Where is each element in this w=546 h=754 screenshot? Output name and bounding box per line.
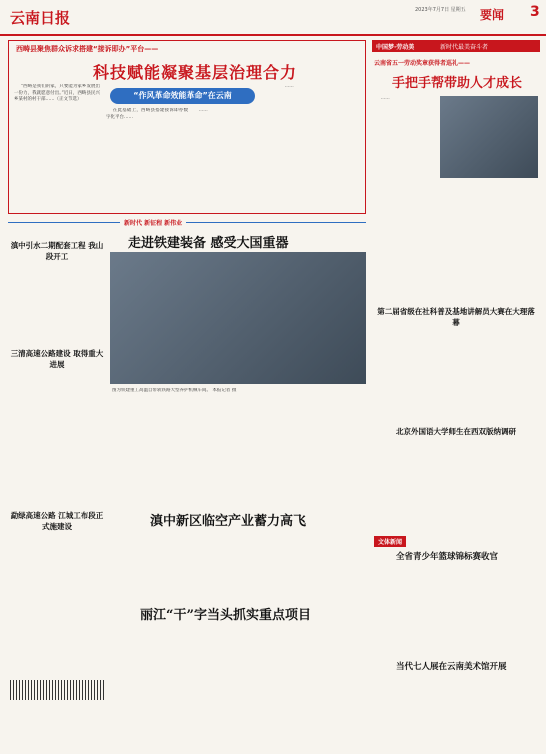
left-story1-headline: 滇中引水二期配套工程 我山段开工 [10,241,104,261]
culture-tag: 文体新闻 [374,536,406,547]
top-story-title: 科技赋能凝聚基层治理合力 [92,63,297,82]
right-story1-headline: 第二届省级在社科普及基地讲解员大赛在大理落幕 [377,307,535,327]
feature-body [374,200,538,296]
left-story2-headline: 三清高速公路建设 取得重大进展 [10,349,104,369]
right-story2-headline: 北京外国语大学师生在西双版纳调研 [396,427,516,436]
top-story-col3: …… [198,108,208,113]
feature-series2: 新时代最美奋斗者 [440,44,489,51]
center-story1-body [110,530,366,602]
barcode [10,680,104,700]
newspaper-logo: 云南日报 [10,9,71,27]
left-story3-headline: 勐绿高速公路 江城工布段正式施建设 [10,511,104,531]
top-story-kicker: 西畴县聚焦群众诉求搭建“接诉即办”平台—— [16,45,159,53]
mid-series: 新时代 新征程 新伟业 [120,218,186,227]
mid-story-body [110,406,366,506]
mid-banner-title: 走进铁建装备 感受大国重器 [128,236,289,251]
mid-banner-rule [8,222,366,223]
masthead [0,0,546,36]
right-story2-body [374,440,538,530]
left-story1-body [10,262,104,342]
photo-caption: 图为铁建重工高温自带轨铁路大型养护机械车间。 本报记者 摄 [112,388,237,393]
top-story-col1: “西畴是我们的家，只要能为家乡发展出一份力，我就愿意付出。”近日，西畴县民兴乡某村的村干部……（正文节选） [14,84,100,103]
left-story3-body [10,534,104,674]
feature-body-left: …… [380,96,390,101]
right-story3-headline: 全省青少年篮球锦标赛收官 [396,552,499,562]
right-story4-body [374,676,538,746]
top-story-col2: 在此基础上，西畴县搭建接诉即办数字化平台…… [106,108,188,120]
feature-kicker: 云南省五一劳动奖章获得者巡礼—— [374,60,471,67]
center-story2-headline: 丽江“干”字当头抓实重点项目 [140,608,311,623]
dateline: 2023年7月7日 星期五 [415,7,466,13]
feature-photo [440,96,538,178]
left-story2-body [10,372,104,502]
machinery-photo [110,252,366,384]
right-story3-body [374,566,538,646]
feature-series: 中国梦·劳动美 [376,44,415,51]
campaign-banner: “作风革命效能革命”在云南 [110,88,255,104]
center-story2-body [110,624,366,746]
page-number: 3 [530,4,540,20]
section-name: 要闻 [480,8,505,22]
right-story4-headline: 当代七人展在云南美术馆开展 [396,662,507,672]
right-story1-body [374,328,538,418]
center-story1-headline: 滇中新区临空产业蓄力高飞 [150,514,307,529]
feature-title: 手把手帮带助人才成长 [392,76,523,91]
top-story-col4: …… [284,84,294,89]
